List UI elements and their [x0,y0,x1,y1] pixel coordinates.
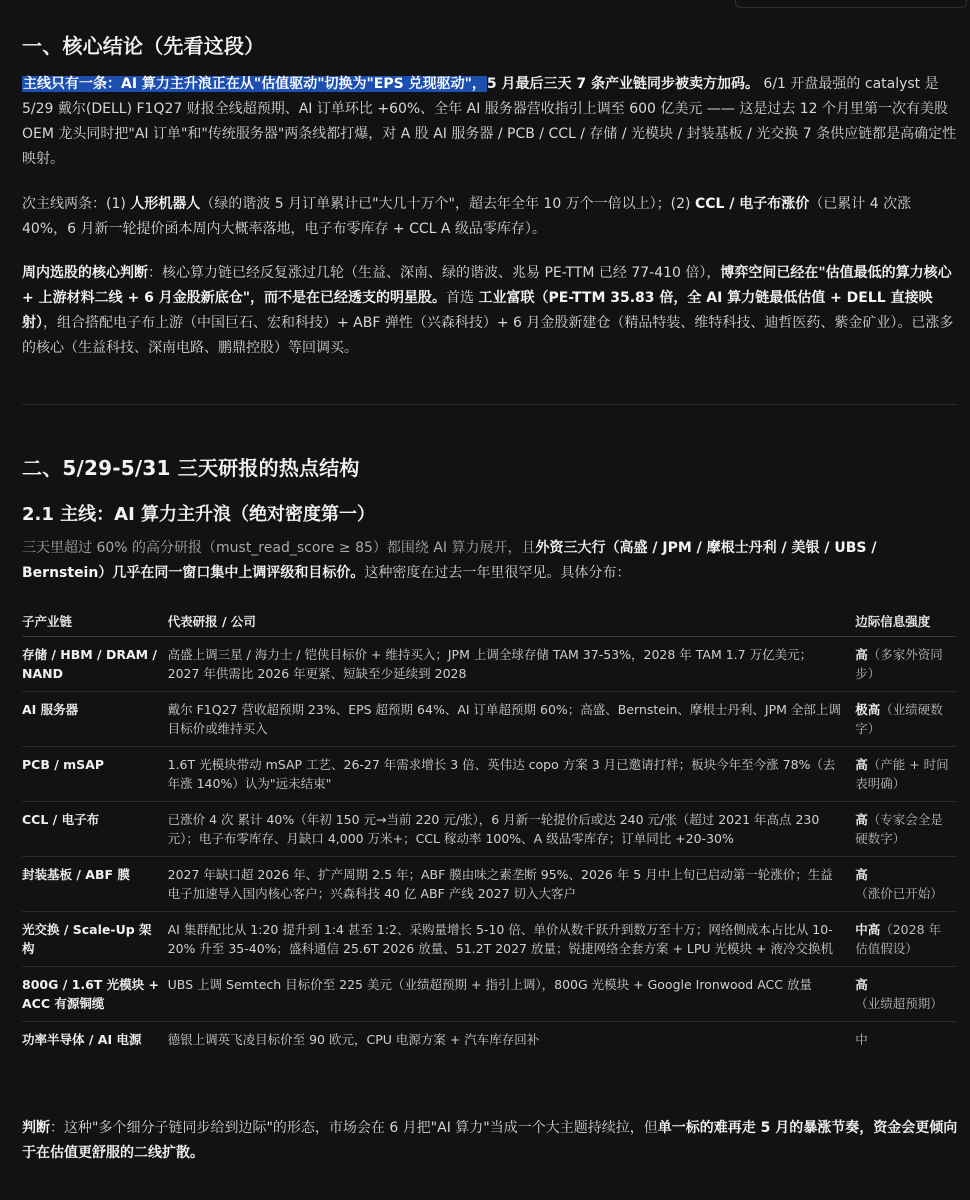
table-row [22,692,956,747]
intensity-level: 极高 [855,702,881,717]
table-row [22,802,956,857]
intensity-note: （专家会全是硬数字） [855,812,943,846]
table-header-row [22,606,956,637]
bold-judgement-conclusion: 单一标的难再走 5 月的暴涨节奏，资金会更倾向于在估值更舒服的二线扩散。 [22,1120,958,1161]
cell-desc: 戴尔 F1Q27 营收超预期 23%、EPS 超预期 64%、AI 订单超预期 60%；高盛、Bernstein、摩根士丹利、JPM 全部上调目标价或维持买入 [168,692,856,747]
cell-desc: 德银上调英飞凌目标价至 90 欧元，CPU 电源方案 + 汽车库存回补 [167,1032,540,1047]
cell-desc: 已涨价 4 次 累计 40%（年初 150 元→当前 220 元/张），6 月新一轮提价后或达 240 元/张（超过 2021 年高点 230 元）；电子布零库存、月缺口 4,000 万米+；CCL 稼动率 100%、A 级品零库存；订单同比 +20-30% [168,802,856,857]
text-span: 次主线两条：(1) [22,196,131,212]
text-span: （已累计 4 次涨 40%，6 月新一轮提价函本周内大概率落地，电子布零库存 + CCL A 级品零库存）。 [22,196,912,237]
main-thesis-detail: 6/1 开盘最强的 catalyst 是 5/29 戴尔(DELL) F1Q27 财报全线超预期、AI 订单环比 +60%、全年 AI 服务器营收指引上调至 600 亿美元 —— 这是过去 12 个月里第一次有美股 OEM 龙头同时把"AI 订单"和"传统服务器"两条线都打爆，对 A 股 AI 服务器 / PCB / CCL / 存储 / 光模块 / 封装基板 / 光交换 7 条供应链都是高确定性映射。 [22,76,957,167]
table-row [22,857,956,912]
cell-desc: AI 集群配比从 1:20 提升到 1:4 甚至 1:2、采购量增长 5-10 倍、单价从数千跃升到数万至十万；网络侧成本占比从 10-20% 升至 35-40%；盛科通信 25.6T 2026 放量、51.2T 2027 放量；锐捷网络全套方案 + LPU 光模块 + 液冷交换机 [168,912,856,967]
top-edge-fragment [735,0,967,8]
bold-ccl-price-rise: CCL / 电子布涨价 [694,196,810,212]
section-divider [22,404,958,405]
intensity-note: （2028 年估值假设） [855,922,942,956]
bold-judgement-label: 判断 [22,1120,50,1136]
cell-chain: 功率半导体 / AI 电源 [22,1032,142,1047]
cell-intensity [855,857,956,912]
text-span: 三天里超过 60% 的高分研报（must_read_score ≥ 85）都围绕 AI 算力展开，且 [22,540,536,556]
text-span: 首选 [446,290,479,306]
cell-chain: 存储 / HBM / DRAM / NAND [22,637,168,692]
main-thesis-bold: 5 月最后三天 7 条产业链同步被卖方加码。 [486,76,759,92]
intensity-level: 高 [855,757,868,772]
text-span: （绿的谐波 5 月订单累计已"大几十万个"，超去年全年 10 万个一倍以上）；(2) [200,196,695,212]
section2-heading: 二、5/29-5/31 三天研报的热点结构 [22,456,360,480]
intensity-level: 高 [855,977,868,992]
cell-desc: 高盛上调三星 / 海力士 / 铠侠目标价 + 维持买入；JPM 上调全球存储 TAM 37-53%，2028 年 TAM 1.7 万亿美元；2027 年供需比 2026 年更紧、短缺至少延续到 2028 [168,637,856,692]
intensity-note: （产能 + 时间表明确） [855,757,949,791]
cell-intensity [855,802,956,857]
text-span: ，组合搭配电子布上游（中国巨石、宏和科技）+ ABF 弹性（兴森科技）+ 6 月金股新建仓（精品特装、维特科技、迪哲医药、紫金矿业）。已涨多的核心（生益科技、深南电路、鹏鼎控股）等回调买。 [22,315,954,356]
text-span: ：这种"多个细分子链同步给到边际"的形态，市场会在 6 月把"AI 算力"当成一个大主题持续拉，但 [50,1120,658,1136]
cell-chain: PCB / mSAP [22,747,168,802]
table-row [22,747,956,802]
cell-intensity [855,1022,956,1058]
section2-1-heading: 2.1 主线：AI 算力主升浪（绝对密度第一） [22,504,376,525]
cell-desc: 1.6T 光模块带动 mSAP 工艺、26-27 年需求增长 3 倍、英伟达 copo 方案 3 月已邀请打样；板块今年至今涨 78%（去年涨 140%）认为"远未结束" [168,747,856,802]
bold-humanoid-robot: 人形机器人 [130,196,201,212]
cell-intensity [855,747,956,802]
intensity-level: 高 [855,867,868,882]
cell-intensity [855,912,956,967]
intensity-note: （业绩超预期） [855,996,943,1011]
stock-picking-paragraph [22,261,958,361]
bold-foreign-banks: 外资三大行（高盛 / JPM / 摩根士丹利 / 美银 / UBS / Bernstein）几乎在同一窗口集中上调评级和目标价。 [22,540,877,581]
cell-desc: 2027 年缺口超 2026 年、扩产周期 2.5 年；ABF 膜由味之素垄断 95%、2026 年 5 月中上旬已启动第一轮涨价；生益电子加速导入国内核心客户；兴森科技 40 亿 ABF 产线 2027 切入大客户 [168,857,856,912]
section1-heading: 一、核心结论（先看这段） [22,34,265,58]
cell-chain: 封装基板 / ABF 膜 [22,857,168,912]
core-conclusion-paragraph [22,72,958,172]
section2-intro-paragraph [22,536,958,586]
header-subchain: 子产业链 [22,606,168,637]
intensity-note: （多家外资同步） [855,647,943,681]
cell-chain: 光交换 / Scale-Up 架构 [22,912,168,967]
bold-game-space: 博弈空间已经在"估值最低的算力核心 + 上游材料二线 + 6 月金股新底仓"，而不是在已经透支的明星股。 [22,265,952,306]
bold-top-pick: 工业富联（PE-TTM 35.83 倍，全 AI 算力链最低估值 + DELL 直接映射） [22,290,933,331]
subchain-table [22,606,956,1057]
table-row [22,637,956,692]
secondary-lines-paragraph [22,192,958,242]
main-thesis-highlight: 主线只有一条：AI 算力主升浪正在从"估值驱动"切换为"EPS 兑现驱动"， [23,76,486,92]
cell-chain: AI 服务器 [22,692,168,747]
judgement-paragraph [22,1116,958,1166]
cell-intensity [855,637,956,692]
table-row [22,912,956,967]
cell-desc: UBS 上调 Semtech 目标价至 225 美元（业绩超预期 + 指引上调），800G 光模块 + Google Ironwood ACC 放量 [168,967,856,1022]
intensity-level: 中 [855,1032,868,1047]
intensity-level: 高 [855,647,868,662]
intensity-note: （业绩硬数字） [855,702,943,736]
cell-chain: CCL / 电子布 [22,802,168,857]
cell-intensity [855,967,956,1022]
table-row [22,967,956,1022]
text-span: ：核心算力链已经反复涨过几轮（生益、深南、绿的谐波、兆易 PE-TTM 已经 77-410 倍）， [148,265,721,281]
intensity-note: （涨价已开始） [855,886,943,901]
table-row [22,1022,956,1058]
cell-intensity [855,692,956,747]
cell-chain: 800G / 1.6T 光模块 + ACC 有源铜缆 [22,967,168,1022]
intensity-level: 中高 [855,922,881,937]
text-span: 这种密度在过去一年里很罕见。具体分布： [364,565,631,581]
header-reports: 代表研报 / 公司 [168,606,856,637]
bold-core-judgement: 周内选股的核心判断 [22,265,148,281]
header-intensity: 边际信息强度 [855,606,956,637]
intensity-level: 高 [855,812,868,827]
